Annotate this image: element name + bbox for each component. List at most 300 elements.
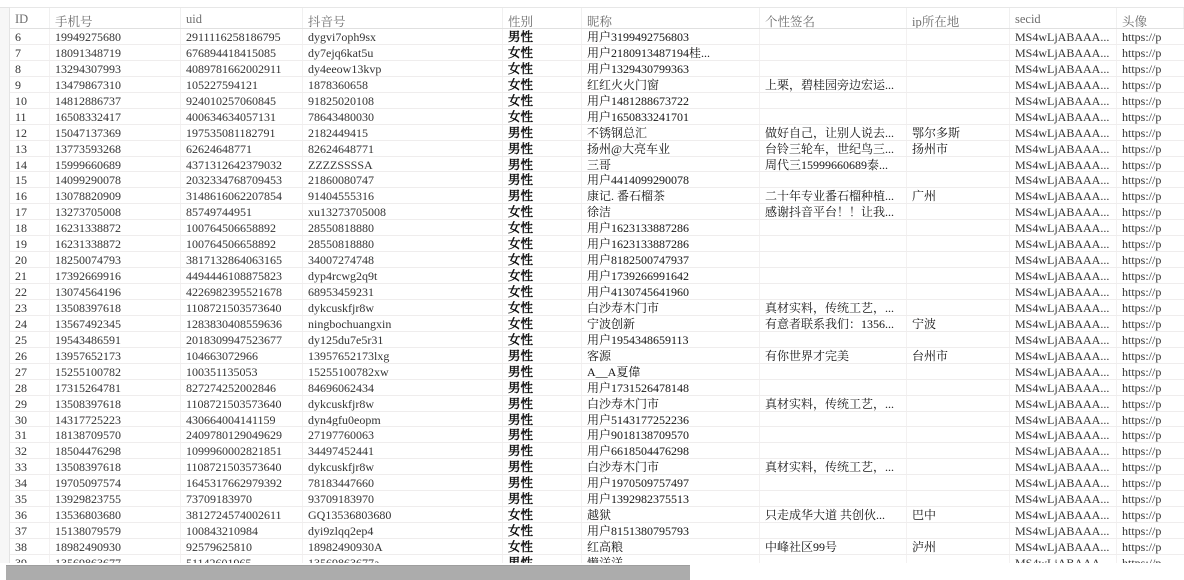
cell-phone: 13074564196 [50,284,181,299]
cell-uid: 1108721503573640 [181,396,303,411]
cell-secid: MS4wLjABAAA... [1010,268,1117,283]
cell-douyin_id: 13957652173lxg [303,348,503,363]
cell-avatar: https://p [1122,444,1162,459]
column-header-signature[interactable]: 个性签名 [760,8,907,28]
cell-secid: MS4wLjABAAA... [1010,348,1117,363]
cell-secid: MS4wLjABAAA... [1010,204,1117,219]
table-row[interactable] [10,396,1184,412]
cell-nickname: 用户8182500747937 [582,252,760,267]
cell-uid: 400634634057131 [181,109,303,124]
cell-ip_location [907,364,1010,379]
table-row[interactable] [10,93,1184,109]
table-row[interactable] [10,220,1184,236]
cell-secid: MS4wLjABAAA... [1010,427,1117,442]
cell-id: 17 [10,204,50,219]
cell-douyin_id: dykcuskfjr8w [303,300,503,315]
cell-signature: 有意者联系我们：1356... [760,316,907,331]
table-row[interactable] [10,45,1184,61]
cell-secid: MS4wLjABAAA... [1010,491,1117,506]
horizontal-scrollbar-thumb[interactable] [6,565,690,580]
cell-gender: 女性 [503,523,582,538]
cell-signature [760,220,907,235]
cell-avatar: https://p [1122,189,1162,204]
cell-signature [760,332,907,347]
cell-phone: 13273705008 [50,204,181,219]
cell-avatar: https://p [1122,492,1162,507]
cell-ip_location [907,45,1010,60]
cell-avatar: https://p [1122,332,1162,347]
cell-id: 24 [10,316,50,331]
cell-phone: 17392669916 [50,268,181,283]
table-row[interactable] [10,316,1184,332]
cell-ip_location [907,475,1010,490]
cell-ip_location [907,427,1010,442]
cell-uid: 4494446108875823 [181,268,303,283]
cell-signature [760,491,907,506]
cell-phone: 19543486591 [50,332,181,347]
cell-gender: 女性 [503,539,582,554]
cell-signature [760,109,907,124]
cell-gender: 女性 [503,332,582,347]
cell-douyin_id: GQ13536803680 [303,507,503,522]
cell-nickname: 用户1739266991642 [582,268,760,283]
cell-signature [760,93,907,108]
cell-phone: 18138709570 [50,427,181,442]
cell-phone: 13508397618 [50,459,181,474]
cell-nickname: 不锈钢总汇 [582,125,760,140]
cell-uid: 1099960002821851 [181,443,303,458]
cell-ip_location [907,172,1010,187]
cell-nickname: 三哥 [582,157,760,172]
cell-id: 31 [10,427,50,442]
cell-uid: 1108721503573640 [181,459,303,474]
cell-secid: MS4wLjABAAA... [1010,141,1117,156]
cell-ip_location [907,29,1010,44]
cell-ip_location [907,284,1010,299]
table-row[interactable] [10,539,1184,555]
cell-gender: 男性 [503,475,582,490]
table-row[interactable] [10,380,1184,396]
cell-id: 35 [10,491,50,506]
cell-nickname: 用户1731526478148 [582,380,760,395]
column-header-douyin_id[interactable]: 抖音号 [303,8,503,28]
cell-ip_location [907,523,1010,538]
cell-signature [760,380,907,395]
cell-signature: 二十年专业番石榴种植... [760,188,907,203]
cell-douyin_id: ningbochuangxin [303,316,503,331]
cell-id: 28 [10,380,50,395]
cell-uid: 2911116258186795 [181,29,303,44]
table-row[interactable] [10,252,1184,268]
table-row[interactable] [10,157,1184,173]
cell-nickname: 用户4130745641960 [582,284,760,299]
cell-gender: 男性 [503,427,582,442]
cell-douyin_id: 78643480030 [303,109,503,124]
cell-id: 14 [10,157,50,172]
table-row[interactable] [10,364,1184,380]
cell-ip_location: 泸州 [907,539,1010,554]
cell-id: 6 [10,29,50,44]
cell-secid: MS4wLjABAAA... [1010,316,1117,331]
cell-id: 15 [10,172,50,187]
cell-avatar: https://p [1122,396,1162,411]
cell-avatar: https://p [1122,221,1162,236]
cell-signature [760,523,907,538]
cell-id: 36 [10,507,50,522]
cell-id: 22 [10,284,50,299]
cell-signature: 台铃三轮车，世纪鸟三... [760,141,907,156]
cell-signature: 周代三15999660689泰... [760,157,907,172]
cell-phone: 15255100782 [50,364,181,379]
cell-id: 13 [10,141,50,156]
cell-id: 20 [10,252,50,267]
cell-uid: 62624648771 [181,141,303,156]
cell-nickname: 用户6618504476298 [582,443,760,458]
cell-uid: 100764506658892 [181,220,303,235]
cell-avatar: https://p [1122,30,1162,44]
cell-douyin_id: dyn4gfu0eopm [303,412,503,427]
cell-gender: 男性 [503,157,582,172]
cell-uid: 676894418415085 [181,45,303,60]
cell-signature [760,284,907,299]
table-row[interactable] [10,29,1184,45]
cell-phone: 19949275680 [50,29,181,44]
table-row[interactable] [10,125,1184,141]
cell-avatar: https://p [1122,157,1162,172]
cell-nickname: 白沙寿木门市 [582,300,760,315]
cell-douyin_id: 27197760063 [303,427,503,442]
cell-signature: 真材实料，传统工艺，... [760,459,907,474]
horizontal-scrollbar[interactable] [0,563,1184,580]
cell-avatar: https://p [1122,269,1162,283]
table-header [10,7,1184,29]
cell-gender: 男性 [503,188,582,203]
table-row[interactable] [10,332,1184,348]
cell-phone: 18982490930 [50,539,181,554]
cell-ip_location [907,491,1010,506]
cell-gender: 男性 [503,491,582,506]
column-header-uid[interactable]: uid [181,8,303,28]
data-table [10,7,1184,571]
cell-nickname: 用户2180913487194桂... [582,45,760,60]
cell-gender: 女性 [503,316,582,331]
cell-uid: 924010257060845 [181,93,303,108]
cell-id: 9 [10,77,50,92]
cell-id: 27 [10,364,50,379]
cell-douyin_id: 21860080747 [303,172,503,187]
cell-uid: 85749744951 [181,204,303,219]
cell-ip_location [907,252,1010,267]
cell-id: 29 [10,396,50,411]
cell-ip_location: 宁波 [907,316,1010,331]
table-row[interactable] [10,61,1184,77]
cell-nickname: 用户1954348659113 [582,332,760,347]
cell-douyin_id: 82624648771 [303,141,503,156]
table-row[interactable] [10,284,1184,300]
cell-uid: 3817132864063165 [181,252,303,267]
cell-phone: 15138079579 [50,523,181,538]
cell-nickname: 红红火火门窗 [582,77,760,92]
cell-gender: 男性 [503,172,582,187]
cell-phone: 13536803680 [50,507,181,522]
cell-id: 18 [10,220,50,235]
cell-phone: 13508397618 [50,300,181,315]
cell-uid: 3148616062207854 [181,188,303,203]
cell-uid: 92579625810 [181,539,303,554]
cell-gender: 男性 [503,29,582,44]
cell-gender: 女性 [503,61,582,76]
cell-avatar: https://p [1122,540,1162,554]
cell-avatar: https://p [1122,45,1162,60]
cell-nickname: 越狱 [582,507,760,522]
cell-nickname: 用户4414099290078 [582,172,760,187]
cell-avatar: https://p [1122,125,1162,140]
cell-ip_location: 扬州市 [907,141,1010,156]
cell-nickname: 用户9018138709570 [582,427,760,442]
cell-douyin_id: dyp4rcwg2q9t [303,268,503,283]
cell-id: 37 [10,523,50,538]
cell-secid: MS4wLjABAAA... [1010,539,1117,554]
cell-gender: 女性 [503,236,582,251]
cell-nickname: 用户1329430799363 [582,61,760,76]
cell-douyin_id: dyi9zlqq2ep4 [303,523,503,538]
cell-avatar: https://p [1122,300,1162,315]
cell-uid: 2032334768709453 [181,172,303,187]
cell-phone: 13929823755 [50,491,181,506]
cell-signature [760,443,907,458]
cell-secid: MS4wLjABAAA... [1010,236,1117,251]
cell-douyin_id: 34007274748 [303,252,503,267]
cell-signature [760,236,907,251]
cell-secid: MS4wLjABAAA... [1010,475,1117,490]
cell-secid: MS4wLjABAAA... [1010,125,1117,140]
cell-phone: 15047137369 [50,125,181,140]
table-row[interactable] [10,268,1184,284]
table-row[interactable] [10,204,1184,220]
cell-secid: MS4wLjABAAA... [1010,459,1117,474]
table-row[interactable] [10,300,1184,316]
cell-id: 11 [10,109,50,124]
table-row[interactable] [10,427,1184,443]
cell-secid: MS4wLjABAAA... [1010,109,1117,124]
cell-douyin_id: 28550818880 [303,236,503,251]
cell-phone: 18504476298 [50,443,181,458]
cell-id: 30 [10,412,50,427]
cell-ip_location [907,109,1010,124]
cell-douyin_id: dygvi7oph9sx [303,29,503,44]
cell-secid: MS4wLjABAAA... [1010,380,1117,395]
column-header-id[interactable]: ID [10,8,50,28]
table-row[interactable] [10,172,1184,188]
cell-nickname: 宁波创新 [582,316,760,331]
cell-id: 10 [10,93,50,108]
cell-uid: 2409780129049629 [181,427,303,442]
cell-ip_location [907,443,1010,458]
cell-avatar: https://p [1122,348,1162,363]
cell-uid: 197535081182791 [181,125,303,140]
cell-gender: 男性 [503,380,582,395]
cell-gender: 男性 [503,364,582,379]
cell-secid: MS4wLjABAAA... [1010,284,1117,299]
cell-avatar: https://p [1122,380,1162,395]
cell-avatar: https://p [1122,173,1162,188]
cell-avatar: https://p [1122,205,1162,220]
column-header-avatar[interactable]: 头像 [1117,8,1184,28]
cell-uid: 1645317662979392 [181,475,303,490]
table-row[interactable] [10,236,1184,252]
cell-gender: 女性 [503,507,582,522]
cell-signature: 真材实料，传统工艺，... [760,396,907,411]
table-row[interactable] [10,523,1184,539]
cell-ip_location [907,236,1010,251]
cell-uid: 3812724574002611 [181,507,303,522]
cell-nickname: A__A夏偉 [582,364,760,379]
cell-ip_location [907,157,1010,172]
cell-nickname: 用户1623133887286 [582,236,760,251]
table-row[interactable] [10,507,1184,523]
table-row[interactable] [10,348,1184,364]
cell-phone: 14812886737 [50,93,181,108]
cell-ip_location [907,268,1010,283]
cell-gender: 男性 [503,412,582,427]
table-row[interactable] [10,459,1184,475]
cell-ip_location [907,396,1010,411]
cell-avatar: https://p [1122,285,1162,299]
cell-avatar: https://p [1122,460,1162,475]
cell-douyin_id: 91825020108 [303,93,503,108]
cell-avatar: https://p [1122,476,1162,491]
table-row[interactable] [10,443,1184,459]
cell-ip_location [907,332,1010,347]
cell-gender: 女性 [503,300,582,315]
cell-gender: 女性 [503,252,582,267]
column-header-gender[interactable]: 性别 [503,8,582,28]
cell-douyin_id: 68953459231 [303,284,503,299]
cell-ip_location [907,459,1010,474]
table-row[interactable] [10,141,1184,157]
cell-ip_location: 台州市 [907,348,1010,363]
cell-uid: 1283830408559636 [181,316,303,331]
cell-phone: 15999660689 [50,157,181,172]
cell-gender: 女性 [503,77,582,92]
cell-uid: 827274252002846 [181,380,303,395]
cell-avatar: https://p [1122,364,1162,379]
column-header-secid[interactable]: secid [1010,8,1117,28]
cell-signature: 有你世界才完美 [760,348,907,363]
cell-nickname: 用户5143177252236 [582,412,760,427]
cell-secid: MS4wLjABAAA... [1010,507,1117,522]
cell-nickname: 徐洁 [582,204,760,219]
cell-avatar: https://p [1122,316,1162,331]
table-row[interactable] [10,475,1184,491]
cell-signature [760,364,907,379]
cell-signature: 感谢抖音平台！！让我... [760,204,907,219]
cell-ip_location [907,93,1010,108]
row-header-gutter [0,7,10,563]
cell-secid: MS4wLjABAAA... [1010,300,1117,315]
cell-ip_location [907,220,1010,235]
cell-douyin_id: 1878360658 [303,77,503,92]
cell-secid: MS4wLjABAAA... [1010,364,1117,379]
cell-avatar: https://p [1122,524,1162,538]
cell-secid: MS4wLjABAAA... [1010,157,1117,172]
cell-phone: 13078820909 [50,188,181,203]
cell-douyin_id: dy7ejq6kat5u [303,45,503,60]
cell-id: 38 [10,539,50,554]
cell-douyin_id: 78183447660 [303,475,503,490]
column-header-ip_location[interactable]: ip所在地 [907,8,1010,28]
cell-signature [760,61,907,76]
cell-signature [760,427,907,442]
cell-uid: 104663072966 [181,348,303,363]
cell-secid: MS4wLjABAAA... [1010,396,1117,411]
cell-uid: 100843210984 [181,523,303,538]
cell-gender: 女性 [503,204,582,219]
cell-gender: 男性 [503,348,582,363]
cell-signature [760,252,907,267]
cell-phone: 14099290078 [50,172,181,187]
cell-uid: 4089781662002911 [181,61,303,76]
cell-nickname: 用户3199492756803 [582,29,760,44]
cell-gender: 男性 [503,459,582,474]
cell-secid: MS4wLjABAAA... [1010,523,1117,538]
table-row[interactable] [10,188,1184,204]
cell-phone: 14317725223 [50,412,181,427]
cell-uid: 100351135053 [181,364,303,379]
cell-ip_location: 巴中 [907,507,1010,522]
cell-nickname: 白沙寿木门市 [582,396,760,411]
cell-signature [760,29,907,44]
table-row[interactable] [10,109,1184,125]
cell-uid: 2018309947523677 [181,332,303,347]
cell-signature: 只走成华大道 共创伙... [760,507,907,522]
cell-id: 12 [10,125,50,140]
cell-gender: 女性 [503,284,582,299]
column-header-nickname[interactable]: 昵称 [582,8,760,28]
column-header-phone[interactable]: 手机号 [50,8,181,28]
cell-avatar: https://p [1122,109,1162,124]
cell-avatar: https://p [1122,508,1162,523]
cell-signature [760,45,907,60]
table-row[interactable] [10,491,1184,507]
cell-douyin_id: 91404555316 [303,188,503,203]
cell-phone: 13479867310 [50,77,181,92]
cell-secid: MS4wLjABAAA... [1010,443,1117,458]
cell-id: 33 [10,459,50,474]
cell-uid: 1108721503573640 [181,300,303,315]
cell-avatar: https://p [1122,428,1162,443]
cell-gender: 女性 [503,93,582,108]
cell-douyin_id: xu13273705008 [303,204,503,219]
cell-nickname: 扬州@大亮车业 [582,141,760,156]
cell-nickname: 用户1481288673722 [582,93,760,108]
cell-nickname: 客源 [582,348,760,363]
cell-secid: MS4wLjABAAA... [1010,412,1117,427]
cell-douyin_id: ZZZZSSSSA [303,157,503,172]
cell-nickname: 红高粮 [582,539,760,554]
cell-phone: 13567492345 [50,316,181,331]
cell-phone: 19705097574 [50,475,181,490]
cell-phone: 18250074793 [50,252,181,267]
cell-douyin_id: 84696062434 [303,380,503,395]
cell-douyin_id: 15255100782xw [303,364,503,379]
cell-douyin_id: dykcuskfjr8w [303,459,503,474]
table-row[interactable] [10,412,1184,428]
table-row[interactable] [10,77,1184,93]
cell-phone: 17315264781 [50,380,181,395]
cell-secid: MS4wLjABAAA... [1010,332,1117,347]
cell-id: 21 [10,268,50,283]
